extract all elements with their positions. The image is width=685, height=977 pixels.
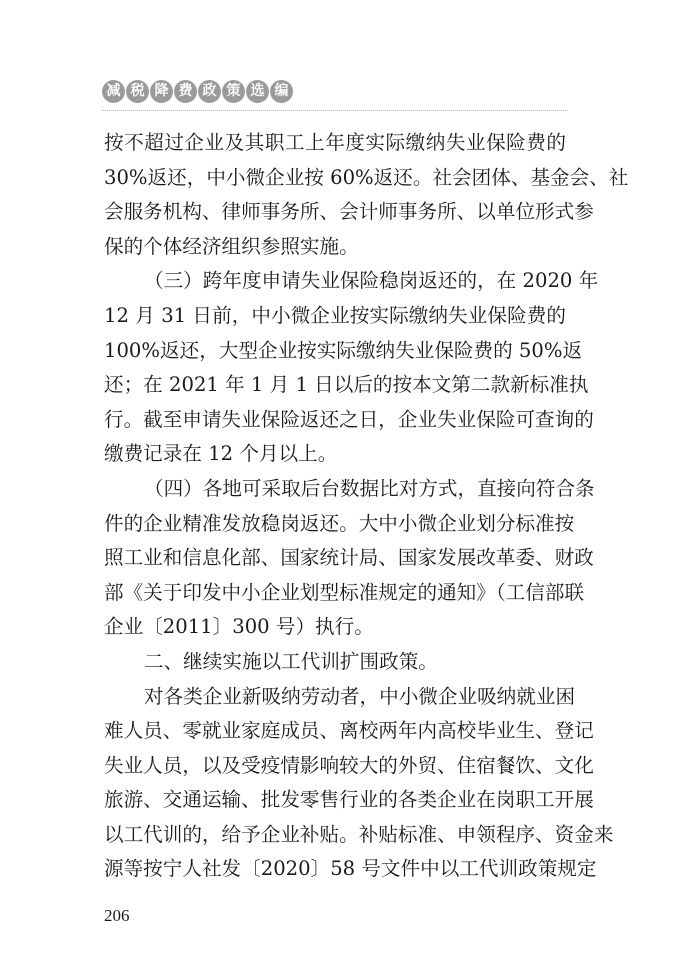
header-char: 编	[270, 80, 293, 103]
text-line: 12 月 31 日前，中小微企业按实际缴纳失业保险费的	[104, 303, 566, 327]
text-line: 行。截至申请失业保险返还之日，企业失业保险可查询的	[104, 407, 594, 431]
header-char: 降	[150, 80, 173, 103]
text-line: 难人员、零就业家庭成员、离校两年内高校毕业生、登记	[104, 719, 594, 743]
text-line: （三）跨年度申请失业保险稳岗返还的，在 2020 年	[144, 269, 599, 293]
section-heading: 二、继续实施以工代训扩围政策。	[144, 649, 438, 673]
header-char: 策	[222, 80, 245, 103]
text-line: 照工业和信息化部、国家统计局、国家发展改革委、财政	[104, 546, 594, 570]
text-line: 以工代训的，给予企业补贴。补贴标准、申领程序、资金来	[104, 822, 614, 846]
header-divider	[102, 110, 568, 111]
text-line: 缴费记录在 12 个月以上。	[104, 442, 338, 466]
header-char: 政	[198, 80, 221, 103]
text-line: 会服务机构、律师事务所、会计师事务所、以单位形式参	[104, 200, 594, 224]
text-line: 100%返还，大型企业按实际缴纳失业保险费的 50%返	[104, 338, 583, 362]
header-char: 税	[126, 80, 149, 103]
text-line: 还；在 2021 年 1 月 1 日以后的按本文第二款新标准执	[104, 373, 589, 397]
text-line: 部《关于印发中小企业划型标准规定的通知》（工信部联	[104, 580, 585, 604]
header-char: 选	[246, 80, 269, 103]
page-number: 206	[104, 906, 130, 925]
body-text	[104, 126, 629, 887]
text-line: 旅游、交通运输、批发零售行业的各类企业在岗职工开展	[104, 788, 594, 812]
text-line: 失业人员，以及受疫情影响较大的外贸、住宿餐饮、文化	[104, 753, 594, 777]
text-line: 30%返还，中小微企业按 60%返还。社会团体、基金会、社	[104, 165, 629, 189]
text-line: 按不超过企业及其职工上年度实际缴纳失业保险费的	[104, 131, 566, 154]
header-char: 减	[102, 80, 125, 103]
header-char: 费	[174, 80, 197, 103]
text-line: 件的企业精准发放稳岗返还。大中小微企业划分标准按	[104, 511, 575, 535]
text-line: 对各类企业新吸纳劳动者，中小微企业吸纳就业困	[144, 684, 576, 708]
text-line: 保的个体经济组织参照实施。	[104, 234, 359, 258]
text-line: 企业〔2011〕300 号）执行。	[104, 615, 374, 639]
text-line: 源等按宁人社发〔2020〕58 号文件中以工代训政策规定	[104, 857, 597, 881]
text-line: （四）各地可采取后台数据比对方式，直接向符合条	[144, 476, 595, 500]
running-header	[102, 80, 293, 106]
